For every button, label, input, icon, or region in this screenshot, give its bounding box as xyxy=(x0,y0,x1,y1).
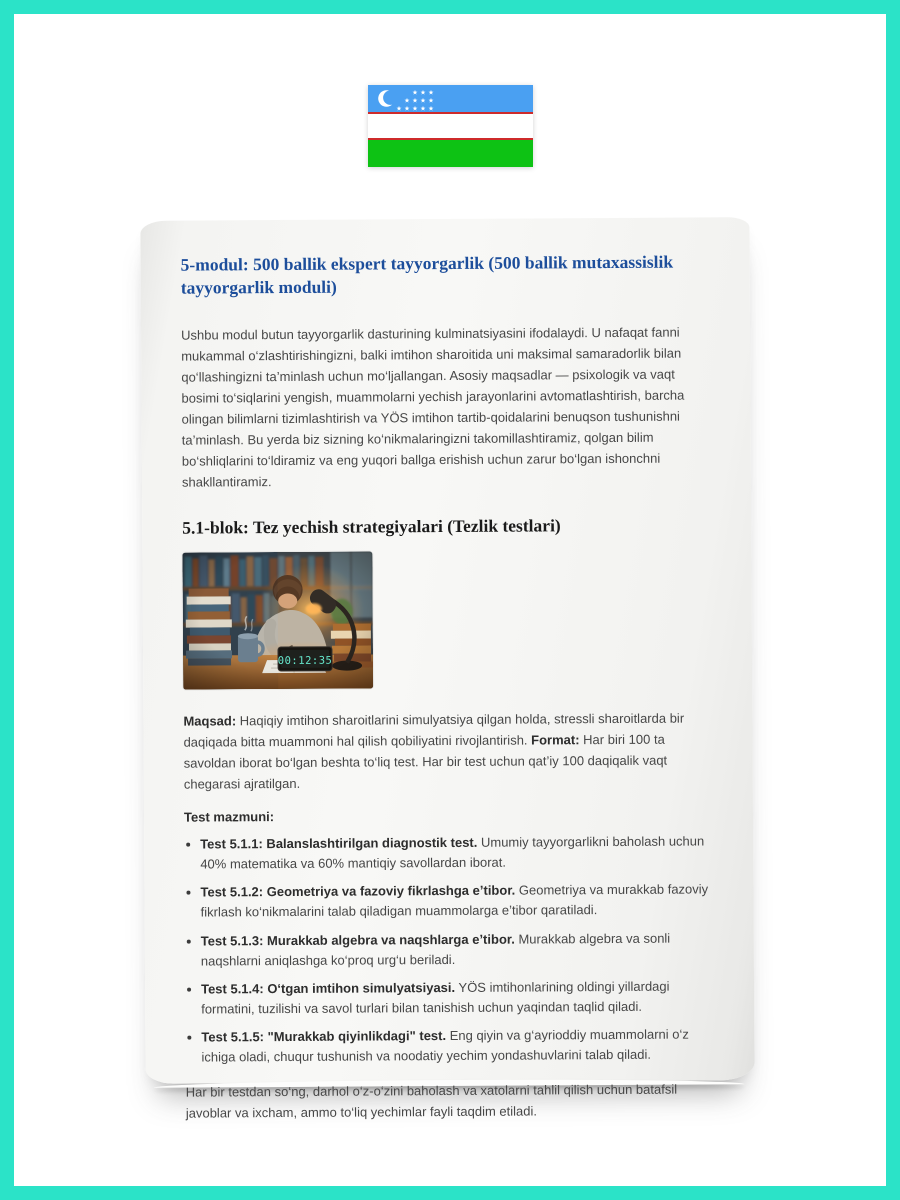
test-title: Test 5.1.2: Geometriya va fazoviy fikrlashga e’tibor. xyxy=(200,882,516,900)
bullet-icon xyxy=(187,939,191,943)
test-desc: Umumiy tayyorgarlikni baholash uchun 40% matematika va 60% mantiqiy savollardan iborat. xyxy=(200,833,705,872)
study-photo xyxy=(182,551,373,689)
intro-paragraph: Ushbu modul butun tayyorgarlik dasturining kulminatsiyasini ifodalaydi. U nafaqat fanni mukammal o‘zlashtirishingizni, balki imtihon sharoitida uni maksimal samaradorlik bilan qo‘llashingizni ta’minlash uchun mo‘ljallangan. Asosiy maqsadlar — psixologik va vaqt bosimi to‘siqlarini yengish, muammolarni yechish jarayonlarini avtomatlashtirish, barcha olingan bilimlarni tizimlashtirish va YÖS imtihon tartib-qoidalarini benuqson tushunishni ta’minlash. Bu yerda biz sizning ko‘nikmalaringizni takomillashtiramiz, qolgan bilim bo‘shliqlarini to‘ldiramiz va eng yuqori ballga erishish uchun zarur bo‘lgan ishonchni shakllantiramiz. xyxy=(181,324,685,490)
maqsad-text: Haqiqiy imtihon sharoitlarini simulyatsiya qilgan holda, stressli sharoitlarda bir daqiqada bitta muammoni hal qilish qobiliyatini rivojlantirish. xyxy=(183,710,685,750)
outro-paragraph: Har bir testdan so‘ng, darhol o‘z-o‘zini baholash va xatolarni tahlil qilish uchun batafsil javoblar va ixcham, ammo to‘liq yechimlar fayli taqdim etiladi. xyxy=(185,1081,678,1121)
document-page xyxy=(140,217,754,1121)
test-desc: Eng qiyin va g‘ayrioddiy muammolarni o‘z ichiga oladi, chuqur tushunish va noodatiy yechim yondashuvlarini talab qiladi. xyxy=(201,1026,689,1065)
test-list-label: Test mazmuni: xyxy=(183,809,275,825)
bullet-icon xyxy=(186,891,190,895)
test-list xyxy=(184,831,714,1068)
study-photo-illustration xyxy=(182,551,373,689)
format-label: Format: xyxy=(531,731,580,748)
maqsad-paragraph xyxy=(183,707,713,794)
test-list-item xyxy=(187,976,714,1019)
maqsad-label: Maqsad: xyxy=(183,713,237,729)
test-list-item xyxy=(187,928,714,971)
test-title: Test 5.1.4: O‘tgan imtihon simulyatsiyasi. xyxy=(201,979,456,997)
test-title: Test 5.1.3: Murakkab algebra va naqshlarga e’tibor. xyxy=(200,931,515,949)
uzbekistan-flag-graphic xyxy=(368,85,533,167)
test-desc: Geometriya va murakkab fazoviy fikrlash ko‘nikmalarini talab qiladigan muammolarga e’tibor qaratiladi. xyxy=(200,881,709,920)
test-desc: YÖS imtihonlarining oldingi yillardagi formatini, tuzilishi va savol turlari bilan tanishish uchun yaqindan taqlid qiladi. xyxy=(201,978,670,1017)
test-title: Test 5.1.1: Balanslashtirilgan diagnostik test. xyxy=(200,834,478,852)
test-list-item xyxy=(187,1024,714,1067)
format-text: Har biri 100 ta savoldan iborat bo‘lgan beshta to‘liq test. Har bir test uchun qat’iy 100 daqiqalik vaqt chegarasi ajratilgan. xyxy=(183,731,668,792)
uzbekistan-flag xyxy=(368,85,533,167)
module-title: 5-modul: 500 ballik ekspert tayyorgarlik (500 ballik mutaxassislik tayyorgarlik moduli) xyxy=(180,251,674,298)
bullet-icon xyxy=(186,843,190,847)
bullet-icon xyxy=(187,987,191,991)
block-title: 5.1-blok: Tez yechish strategiyalari (Tezlik testlari) xyxy=(182,515,561,538)
bullet-icon xyxy=(187,1036,191,1040)
test-list-item xyxy=(186,831,713,874)
test-list-item xyxy=(186,880,713,923)
test-title: Test 5.1.5: "Murakkab qiyinlikdagi" test. xyxy=(201,1028,447,1045)
test-desc: Murakkab algebra va sonli naqshlarni aniqlashga ko‘proq urg‘u beriladi. xyxy=(200,930,671,969)
